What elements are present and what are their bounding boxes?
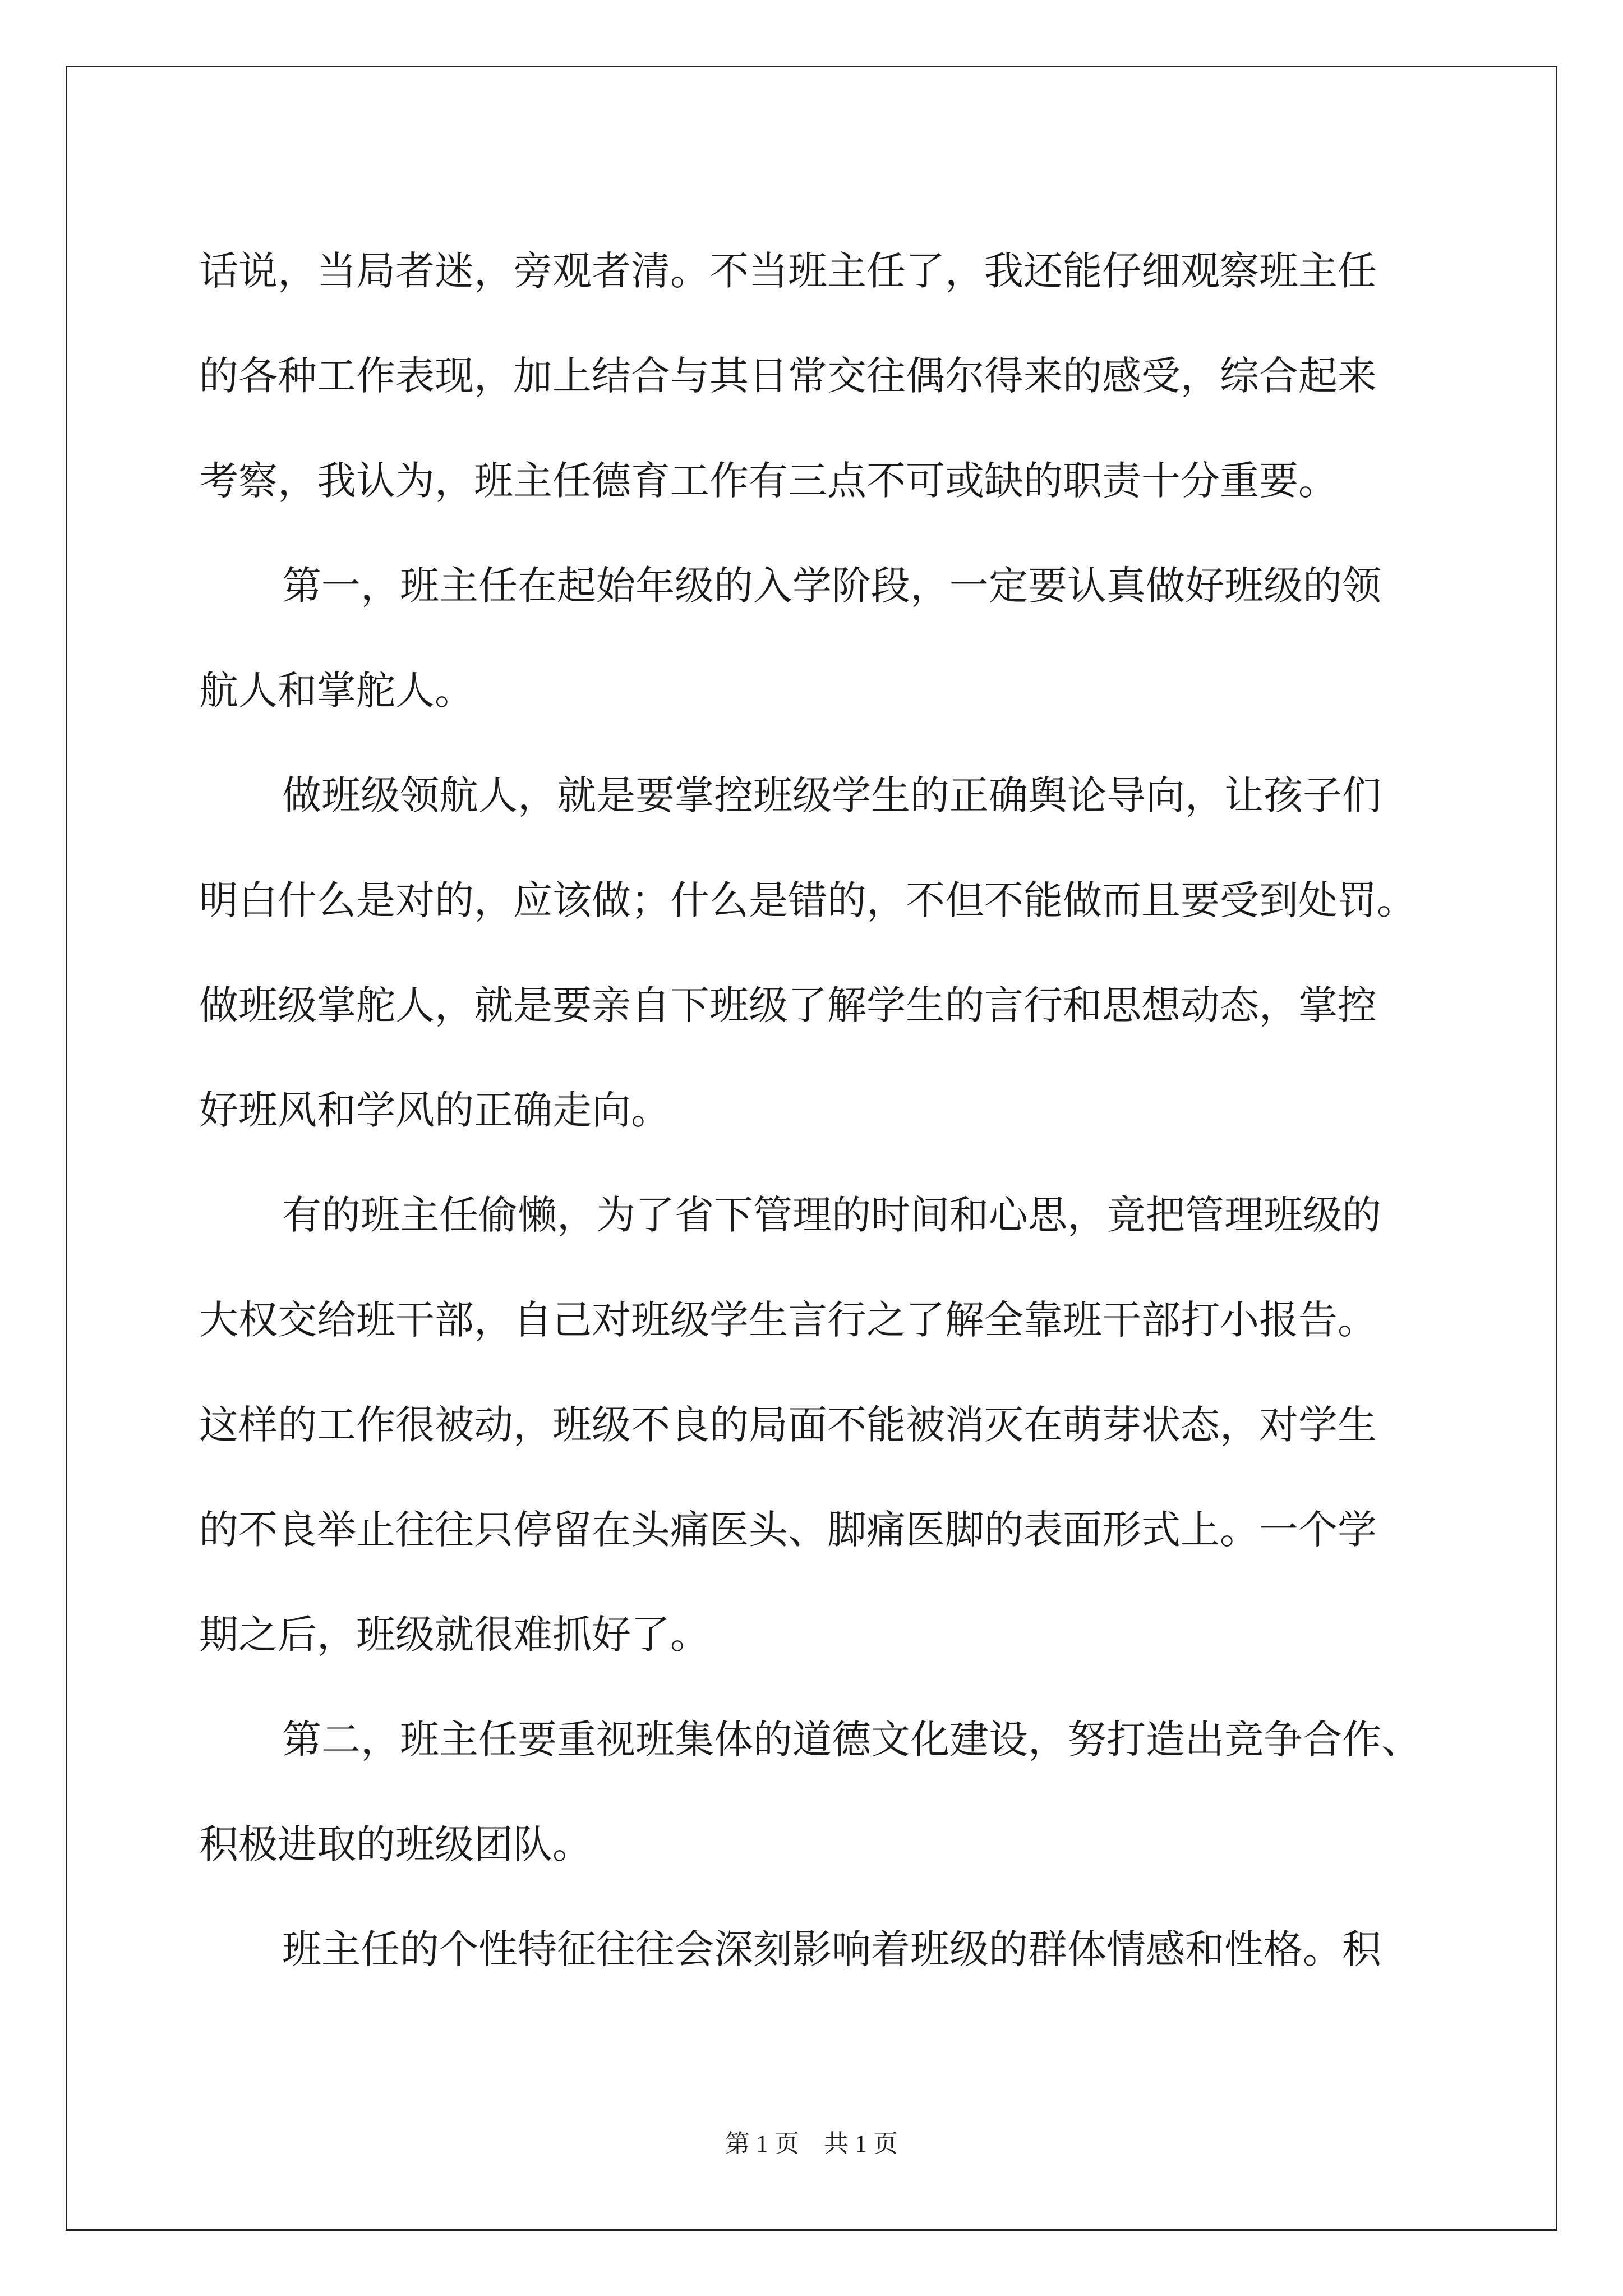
page-number-footer: 第 1 页 共 1 页 bbox=[725, 2130, 898, 2157]
text-line-14: 期之后，班级就很难抓好了。 bbox=[199, 1612, 709, 1658]
text-line-13: 的不良举止往往只停留在头痛医头、脚痛医脚的表面形式上。一个学 bbox=[199, 1507, 1377, 1553]
text-line-3: 考察，我认为，班主任德育工作有三点不可或缺的职责十分重要。 bbox=[199, 458, 1338, 504]
text-line-6: 做班级领航人，就是要掌控班级学生的正确舆论导向，让孩子们 bbox=[282, 772, 1381, 818]
text-line-4: 第一，班主任在起始年级的入学阶段，一定要认真做好班级的领 bbox=[282, 563, 1381, 609]
text-line-1: 话说，当局者迷，旁观者清。不当班主任了，我还能仔细观察班主任 bbox=[199, 248, 1377, 294]
text-line-15: 第二，班主任要重视班集体的道德文化建设，努打造出竞争合作、 bbox=[282, 1717, 1421, 1763]
text-line-11: 大权交给班干部，自己对班级学生言行之了解全靠班干部打小报告。 bbox=[199, 1297, 1377, 1343]
text-line-12: 这样的工作很被动，班级不良的局面不能被消灭在萌芽状态，对学生 bbox=[199, 1402, 1377, 1448]
text-line-2: 的各种工作表现，加上结合与其日常交往偶尔得来的感受，综合起来 bbox=[199, 353, 1377, 399]
text-line-9: 好班风和学风的正确走向。 bbox=[199, 1087, 670, 1133]
document-body bbox=[199, 219, 1433, 2002]
text-line-8: 做班级掌舵人，就是要亲自下班级了解学生的言行和思想动态，掌控 bbox=[199, 982, 1377, 1028]
text-line-16: 积极进取的班级团队。 bbox=[199, 1821, 592, 1867]
text-line-5: 航人和掌舵人。 bbox=[199, 668, 474, 714]
text-line-17: 班主任的个性特征往往会深刻影响着班级的群体情感和性格。积 bbox=[282, 1926, 1381, 1972]
text-line-10: 有的班主任偷懒，为了省下管理的时间和心思，竟把管理班级的 bbox=[282, 1192, 1381, 1238]
text-line-7: 明白什么是对的，应该做；什么是错的，不但不能做而且要受到处罚。 bbox=[199, 877, 1416, 923]
